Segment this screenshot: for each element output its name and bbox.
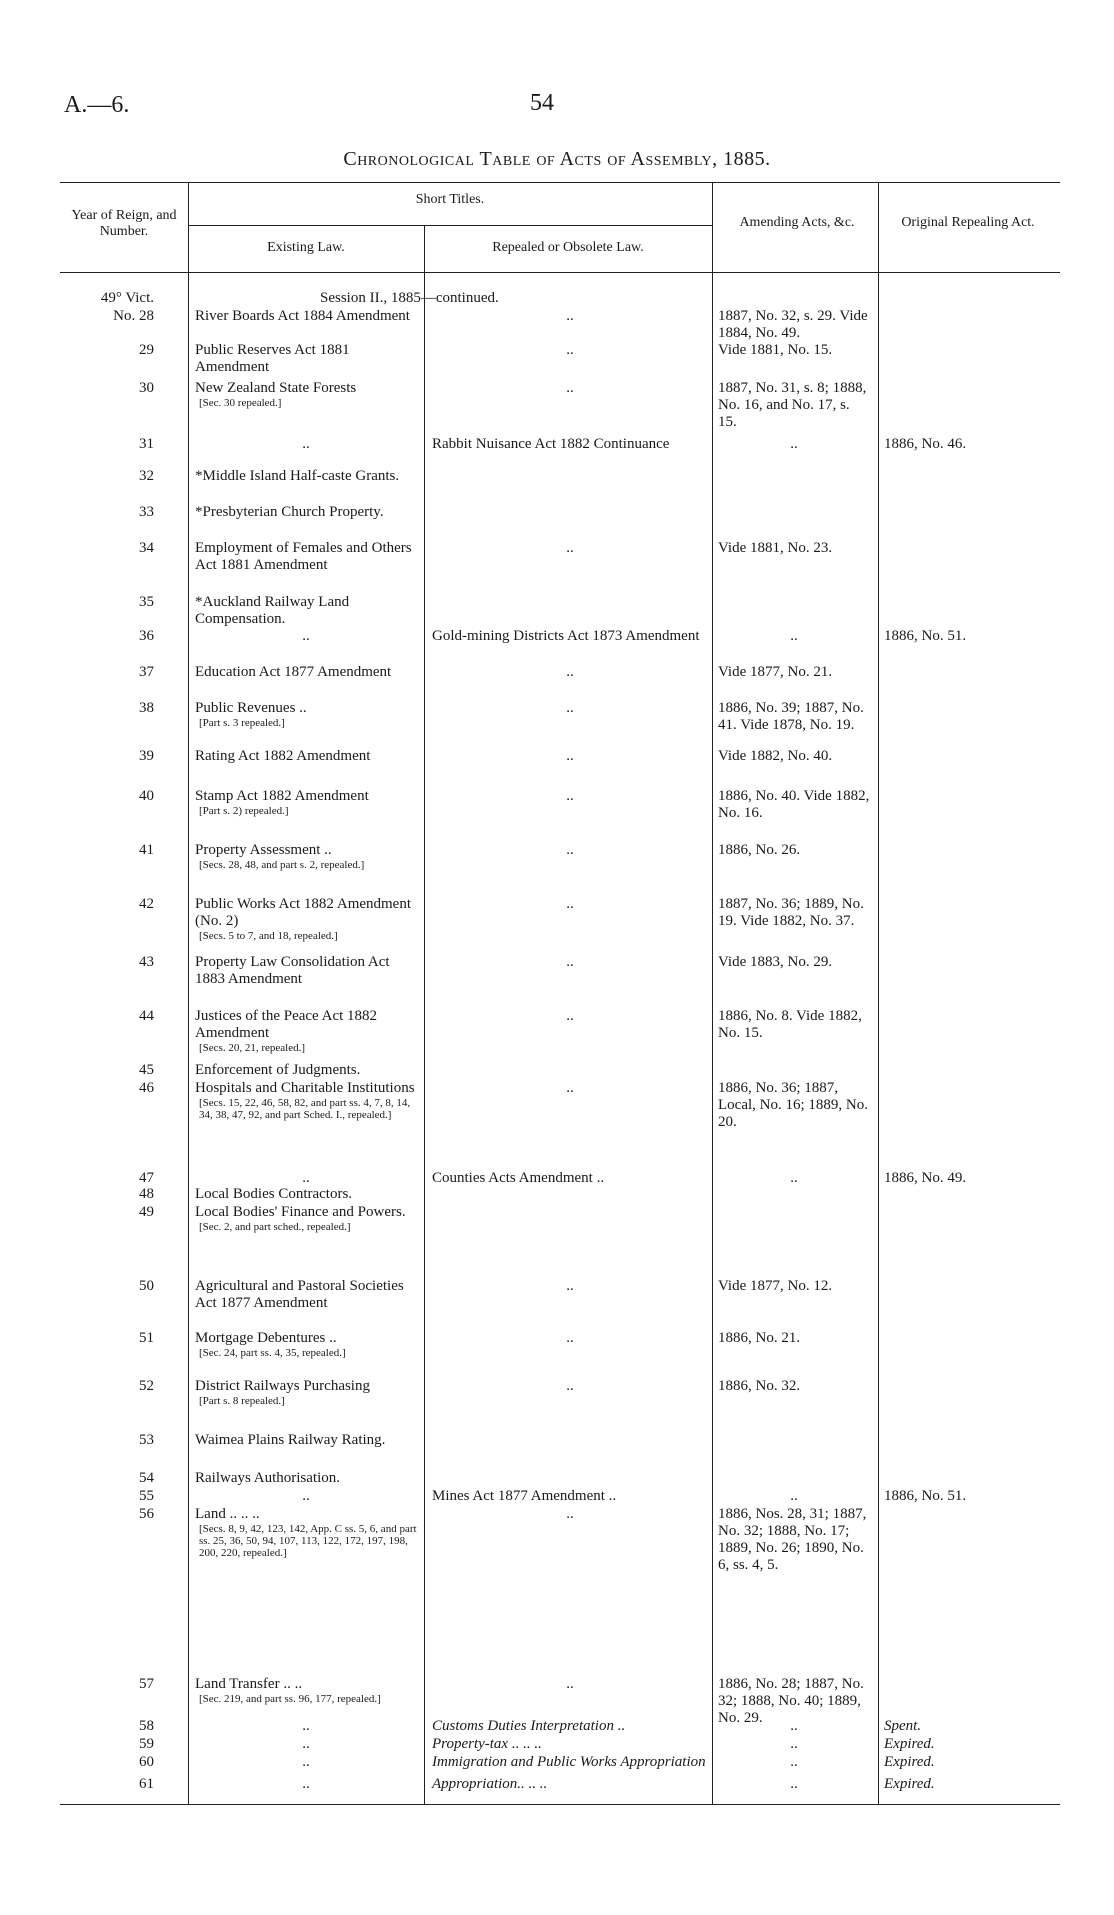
existing-law-title: .. [302, 628, 310, 644]
existing-law-title: Property Assessment .. [195, 842, 332, 858]
existing-law-title: New Zealand State Forests [195, 380, 357, 396]
repeal-note: [Part s. 2) repealed.] [199, 805, 289, 817]
existing-law [195, 1008, 417, 1054]
amending-acts: Vide 1882, No. 40. [718, 748, 833, 764]
act-number: 51 [139, 1330, 154, 1346]
repealed-law: .. [566, 540, 574, 556]
amending-acts: .. [790, 1718, 798, 1734]
repealed-law: .. [566, 1378, 574, 1394]
existing-law [195, 628, 417, 645]
amending-acts: .. [790, 1776, 798, 1792]
short-titles-rule [188, 225, 712, 226]
existing-law [195, 1432, 417, 1449]
act-number: No. 28 [113, 308, 154, 324]
act-number: 32 [139, 468, 154, 484]
act-number: 53 [139, 1432, 154, 1448]
act-number: 42 [139, 896, 154, 912]
existing-law [195, 842, 417, 871]
repeal-note: [Sec. 219, and part ss. 96, 177, repealed.] [199, 1693, 381, 1705]
existing-law-title: Public Revenues .. [195, 700, 307, 716]
existing-law [195, 1736, 417, 1753]
amending-acts: Vide 1881, No. 15. [718, 342, 833, 358]
repealed-law: .. [566, 842, 574, 858]
amending-acts: .. [790, 1754, 798, 1770]
existing-law-title: .. [302, 1170, 310, 1186]
amending-acts: Vide 1877, No. 21. [718, 664, 833, 680]
amending-acts: 1887, No. 36; 1889, No. 19. Vide 1882, No. 37. [718, 896, 864, 929]
repealed-law: .. [566, 1676, 574, 1692]
repealed-law: Appropriation.. .. .. [432, 1776, 548, 1792]
existing-law-title: Education Act 1877 Amendment [195, 664, 392, 680]
column-header-amending: Amending Acts, &c. [739, 215, 855, 230]
column-header-year: Year of Reign, and Number. [71, 208, 177, 239]
existing-law-title: Justices of the Peace Act 1882 Amendment [195, 1008, 378, 1041]
existing-law-title: Land .. .. .. [195, 1506, 260, 1522]
column-header-original: Original Repealing Act. [901, 215, 1035, 230]
existing-law [195, 594, 417, 628]
page-number: 54 [530, 90, 554, 116]
existing-law-title: District Railways Purchasing [195, 1378, 370, 1394]
repealed-law: .. [566, 1278, 574, 1294]
repealed-law: Customs Duties Interpretation .. [432, 1718, 626, 1734]
act-number: 34 [139, 540, 154, 556]
repeal-note: [Secs. 5 to 7, and 18, repealed.] [199, 930, 338, 942]
act-number: 37 [139, 664, 154, 680]
existing-law [195, 308, 417, 325]
original-repealing-act: 1886, No. 46. [884, 436, 967, 452]
act-number: 52 [139, 1378, 154, 1394]
act-number: 55 [139, 1488, 154, 1504]
act-number: 58 [139, 1718, 154, 1734]
original-repealing-act: Expired. [884, 1736, 935, 1752]
act-number: 54 [139, 1470, 154, 1486]
amending-acts: .. [790, 1170, 798, 1186]
existing-law-title: .. [302, 1718, 310, 1734]
existing-law [195, 788, 417, 817]
repealed-law: .. [566, 342, 574, 358]
act-number: 40 [139, 788, 154, 804]
existing-law-title: .. [302, 1488, 310, 1504]
existing-law [195, 664, 417, 681]
original-repealing-act: 1886, No. 51. [884, 628, 967, 644]
amending-acts: 1886, No. 39; 1887, No. 41. Vide 1878, No. 19. [718, 700, 864, 733]
existing-law-title: Rating Act 1882 Amendment [195, 748, 371, 764]
existing-law [195, 1186, 417, 1203]
act-number: 59 [139, 1736, 154, 1752]
session-label: Session II., 1885—continued. [320, 290, 499, 306]
repealed-law: Mines Act 1877 Amendment .. [432, 1488, 617, 1504]
repeal-note: [Sec. 24, part ss. 4, 35, repealed.] [199, 1347, 346, 1359]
original-repealing-act: Spent. [884, 1718, 922, 1734]
act-number: 46 [139, 1080, 154, 1096]
existing-law [195, 1776, 417, 1793]
existing-law-title: Public Works Act 1882 Amendment (No. 2) [195, 896, 412, 929]
existing-law [195, 1506, 417, 1559]
existing-law [195, 1062, 417, 1079]
existing-law-title: .. [302, 1776, 310, 1792]
existing-law [195, 436, 417, 453]
existing-law-title: .. [302, 1754, 310, 1770]
existing-law [195, 1080, 417, 1121]
amending-acts: Vide 1877, No. 12. [718, 1278, 833, 1294]
repealed-law: Rabbit Nuisance Act 1882 Continuance [432, 436, 670, 452]
repealed-law: .. [566, 1506, 574, 1522]
act-number: 39 [139, 748, 154, 764]
reign-text: 49° Vict. [100, 290, 154, 306]
repealed-law: .. [566, 954, 574, 970]
existing-law [195, 1470, 417, 1487]
original-repealing-act: 1886, No. 51. [884, 1488, 967, 1504]
existing-law [195, 468, 417, 485]
repealed-law: .. [566, 1080, 574, 1096]
amending-acts: 1886, No. 40. Vide 1882, No. 16. [718, 788, 870, 821]
existing-law [195, 1378, 417, 1407]
existing-law [195, 342, 417, 376]
existing-law-title: .. [302, 1736, 310, 1752]
document-reference: A.—6. [64, 92, 130, 118]
act-number: 60 [139, 1754, 154, 1770]
act-number: 56 [139, 1506, 154, 1522]
repealed-law: .. [566, 1330, 574, 1346]
existing-law-title: Enforcement of Judgments. [195, 1062, 361, 1078]
act-number: 45 [139, 1062, 154, 1078]
existing-law [195, 1676, 417, 1705]
repealed-law: .. [566, 308, 574, 324]
act-number: 33 [139, 504, 154, 520]
repeal-note: [Secs. 20, 21, repealed.] [199, 1042, 305, 1054]
repealed-law: .. [566, 788, 574, 804]
header-bottom-rule [60, 272, 1060, 273]
amending-acts: 1886, No. 21. [718, 1330, 801, 1346]
page-title: Chronological Table of Acts of Assembly, 1885. [343, 148, 771, 170]
repealed-law: Property-tax .. .. .. [432, 1736, 542, 1752]
act-number: 41 [139, 842, 154, 858]
act-number: 31 [139, 436, 154, 452]
table-top-rule [60, 182, 1060, 183]
repealed-law: .. [566, 896, 574, 912]
amending-acts: 1886, No. 8. Vide 1882, No. 15. [718, 1008, 862, 1041]
amending-acts: Vide 1881, No. 23. [718, 540, 833, 556]
act-number: 38 [139, 700, 154, 716]
column-divider [424, 225, 425, 1804]
repeal-note: [Sec. 2, and part sched., repealed.] [199, 1221, 351, 1233]
act-number: 50 [139, 1278, 154, 1294]
amending-acts: 1886, No. 28; 1887, No. 32; 1888, No. 40; 1889, No. 29. [718, 1676, 864, 1726]
table-bottom-rule [60, 1804, 1060, 1805]
amending-acts: 1886, No. 32. [718, 1378, 801, 1394]
original-repealing-act: 1886, No. 49. [884, 1170, 967, 1186]
repealed-law: .. [566, 700, 574, 716]
existing-law [195, 1718, 417, 1735]
act-number: 43 [139, 954, 154, 970]
act-number: 49 [139, 1204, 154, 1220]
existing-law-title: Agricultural and Pastoral Societies Act 1877 Amendment [195, 1278, 404, 1311]
existing-law [195, 1754, 417, 1771]
existing-law-title: Hospitals and Charitable Institutions [195, 1080, 415, 1096]
existing-law [195, 380, 417, 409]
amending-acts: 1886, No. 36; 1887, Local, No. 16; 1889, No. 20. [718, 1080, 868, 1130]
amending-acts: 1887, No. 31, s. 8; 1888, No. 16, and No. 17, s. 15. [718, 380, 867, 430]
act-number: 44 [139, 1008, 154, 1024]
repealed-law: .. [566, 380, 574, 396]
amending-acts: 1887, No. 32, s. 29. Vide 1884, No. 49. [718, 308, 868, 341]
act-number: 48 [139, 1186, 154, 1202]
existing-law [195, 1278, 417, 1312]
existing-law-title: Waimea Plains Railway Rating. [195, 1432, 386, 1448]
column-header-existing: Existing Law. [267, 240, 345, 255]
repeal-note: [Secs. 28, 48, and part s. 2, repealed.] [199, 859, 365, 871]
amending-acts: .. [790, 1736, 798, 1752]
existing-law-title: Local Bodies' Finance and Powers. [195, 1204, 406, 1220]
amending-acts: .. [790, 436, 798, 452]
act-number: 35 [139, 594, 154, 610]
existing-law [195, 700, 417, 729]
existing-law [195, 1204, 417, 1233]
existing-law [195, 1488, 417, 1505]
existing-law-title: River Boards Act 1884 Amendment [195, 308, 410, 324]
existing-law-title: *Auckland Railway Land Compensation. [195, 594, 350, 627]
act-number: 36 [139, 628, 154, 644]
repeal-note: [Sec. 30 repealed.] [199, 397, 282, 409]
existing-law-title: Railways Authorisation. [195, 1470, 340, 1486]
act-number: 47 [139, 1170, 154, 1186]
existing-law-title: Stamp Act 1882 Amendment [195, 788, 369, 804]
existing-law-title: *Presbyterian Church Property. [195, 504, 384, 520]
existing-law [195, 540, 417, 574]
existing-law [195, 1330, 417, 1359]
existing-law-title: Land Transfer .. .. [195, 1676, 303, 1692]
repealed-law: .. [566, 748, 574, 764]
repeal-note: [Part s. 3 repealed.] [199, 717, 285, 729]
original-repealing-act: Expired. [884, 1754, 935, 1770]
existing-law [195, 748, 417, 765]
repealed-law: Immigration and Public Works Appropriation [432, 1754, 706, 1770]
act-number: 30 [139, 380, 154, 396]
column-divider [712, 182, 713, 1804]
existing-law-title: *Middle Island Half-caste Grants. [195, 468, 400, 484]
amending-acts: 1886, Nos. 28, 31; 1887, No. 32; 1888, No. 17; 1889, No. 26; 1890, No. 6, ss. 4, 5. [718, 1506, 867, 1573]
existing-law-title: .. [302, 436, 310, 452]
repealed-law: .. [566, 664, 574, 680]
act-number: 29 [139, 342, 154, 358]
act-number: 57 [139, 1676, 154, 1692]
existing-law-title: Property Law Consolidation Act 1883 Amendment [195, 954, 390, 987]
amending-acts: .. [790, 628, 798, 644]
amending-acts: Vide 1883, No. 29. [718, 954, 833, 970]
amending-acts: 1886, No. 26. [718, 842, 801, 858]
act-number: 61 [139, 1776, 154, 1792]
existing-law [195, 1170, 417, 1187]
existing-law-title: Public Reserves Act 1881 Amendment [195, 342, 350, 375]
column-divider [878, 182, 879, 1804]
existing-law [195, 954, 417, 988]
repealed-law: Counties Acts Amendment .. [432, 1170, 605, 1186]
existing-law-title: Local Bodies Contractors. [195, 1186, 353, 1202]
repeal-note: [Part s. 8 repealed.] [199, 1395, 285, 1407]
column-header-short-titles: Short Titles. [415, 192, 485, 207]
repealed-law: Gold-mining Districts Act 1873 Amendment [432, 628, 700, 644]
repeal-note: [Secs. 8, 9, 42, 123, 142, App. C ss. 5, 6, and part ss. 25, 36, 50, 94, 107, 113, 122, 172, 197, 198, 200, 220, repealed.] [199, 1523, 417, 1559]
column-divider [188, 182, 189, 1804]
existing-law [195, 896, 417, 942]
repeal-note: [Secs. 15, 22, 46, 58, 82, and part ss. 4, 7, 8, 14, 34, 38, 47, 92, and part Sched. I., repealed.] [199, 1097, 411, 1121]
existing-law [195, 504, 417, 521]
original-repealing-act: Expired. [884, 1776, 935, 1792]
column-header-repealed: Repealed or Obsolete Law. [492, 240, 644, 255]
repealed-law: .. [566, 1008, 574, 1024]
amending-acts: .. [790, 1488, 798, 1504]
existing-law-title: Mortgage Debentures .. [195, 1330, 337, 1346]
existing-law-title: Employment of Females and Others Act 1881 Amendment [195, 540, 412, 573]
